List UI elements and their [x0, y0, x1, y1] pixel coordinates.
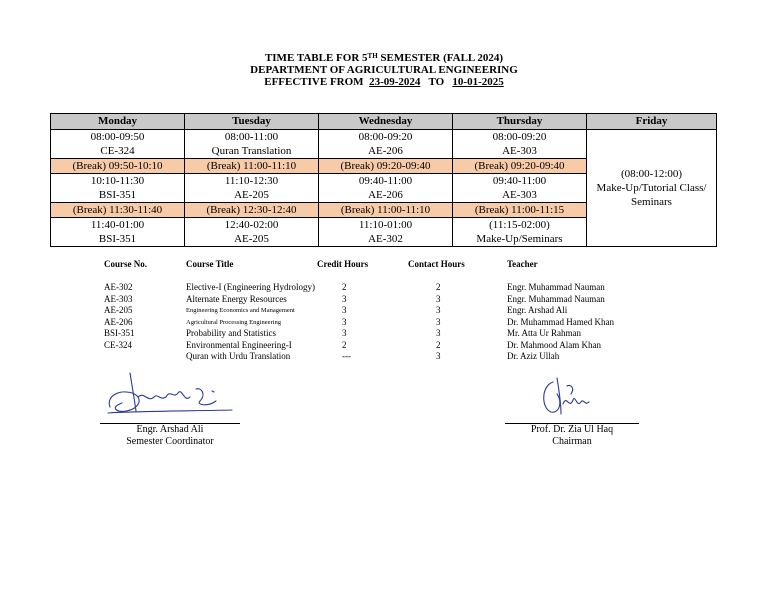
slot-time: 11:10-01:00 [319, 218, 453, 233]
course-title: Probability and Statistics [186, 328, 276, 338]
effective-dates: EFFECTIVE FROM 23-09-2024 TO 10-01-2025 [264, 76, 504, 88]
course-teacher: Dr. Muhammad Hamed Khan [507, 316, 614, 327]
course-no: AE-206 [104, 316, 133, 327]
course-no: AE-303 [104, 293, 133, 304]
slot-course: AE-302 [319, 232, 453, 247]
effective-from-date: 23-09-2024 [369, 76, 421, 88]
slot-time: 10:10-11:30 [51, 174, 185, 189]
contact-hours: 3 [436, 293, 441, 304]
contact-hours: 3 [436, 351, 441, 361]
course-teacher: Dr. Aziz Ullah [507, 351, 560, 361]
slot-time: 08:00-09:20 [453, 130, 587, 145]
slot-course: BSI-351 [51, 232, 185, 247]
course-title: Alternate Energy Resources [186, 293, 287, 304]
signatory-role: Chairman [552, 436, 592, 447]
break-cell: (Break) 11:00-11:10 [319, 203, 453, 218]
contact-hours-header: Contact Hours [408, 259, 465, 269]
course-title: Agricultural Processing Engineering [186, 318, 281, 326]
document-title: TIME TABLE FOR 5TH SEMESTER (FALL 2024) [264, 52, 504, 64]
timetable-header-row [51, 114, 717, 130]
break-cell: (Break) 09:20-09:40 [453, 159, 587, 174]
course-no-header: Course No. [104, 259, 147, 269]
slot-time: 09:40-11:00 [319, 174, 453, 189]
signature-left [100, 367, 240, 448]
document-header [0, 52, 768, 88]
course-teacher: Engr. Arshad Ali [507, 305, 568, 315]
signature-zia-ul-haq-image [505, 372, 639, 419]
break-cell: (Break) 09:50-10:10 [51, 159, 185, 174]
slot-course: AE-205 [185, 188, 319, 203]
teacher-header: Teacher [507, 259, 538, 269]
break-cell: (Break) 11:00-11:10 [185, 159, 319, 174]
credit-hours: 3 [342, 328, 347, 338]
day-header: Wednesday [319, 114, 453, 130]
course-title: Environmental Engineering-I [186, 339, 292, 350]
credit-hours-header: Credit Hours [317, 259, 369, 269]
credit-hours: --- [342, 351, 351, 361]
slot-course: AE-303 [453, 144, 587, 159]
day-header: Tuesday [185, 114, 319, 130]
slot-time: 11:10-12:30 [185, 174, 319, 189]
course-title: Quran with Urdu Translation [186, 351, 291, 361]
slot-course: Quran Translation [185, 144, 319, 159]
break-cell: (Break) 12:30-12:40 [185, 203, 319, 218]
course-teacher: Mr. Atta Ur Rahman [507, 328, 581, 338]
slot-time: 08:00-11:00 [185, 130, 319, 145]
signatory-name: Engr. Arshad Ali [136, 424, 204, 435]
course-no: AE-302 [104, 282, 133, 292]
contact-hours: 3 [436, 316, 441, 327]
slot-course: AE-206 [319, 144, 453, 159]
credit-hours: 3 [342, 293, 347, 304]
slot-time: 08:00-09:20 [319, 130, 453, 145]
timetable-row [51, 130, 717, 145]
credit-hours: 3 [342, 316, 347, 327]
effective-to-date: 10-01-2025 [452, 76, 504, 88]
slot-course: AE-206 [319, 188, 453, 203]
course-title: Elective-I (Engineering Hydrology) [186, 282, 315, 292]
break-cell: (Break) 09:20-09:40 [319, 159, 453, 174]
signatory-role: Semester Coordinator [126, 436, 214, 447]
break-cell: (Break) 11:00-11:15 [453, 203, 587, 218]
course-title-header: Course Title [186, 259, 234, 269]
slot-course: AE-205 [185, 232, 319, 247]
signature-arshad-ali-image [100, 367, 240, 419]
slot-time: 09:40-11:00 [453, 174, 587, 189]
timetable [50, 113, 717, 247]
contact-hours: 2 [436, 339, 441, 350]
credit-hours: 2 [342, 339, 347, 350]
contact-hours: 3 [436, 328, 441, 338]
department-name: DEPARTMENT OF AGRICULTURAL ENGINEERING [250, 64, 518, 76]
course-no: AE-205 [104, 305, 133, 315]
course-teacher: Dr. Mahmood Alam Khan [507, 339, 601, 350]
day-header: Friday [587, 114, 717, 130]
slot-time: (11:15-02:00) [453, 218, 587, 233]
course-no: CE-324 [104, 339, 132, 350]
slot-course: Make-Up/Seminars [453, 232, 587, 247]
credit-hours: 2 [342, 282, 347, 292]
signatory-name: Prof. Dr. Zia Ul Haq [530, 424, 614, 435]
slot-time: 08:00-09:50 [51, 130, 185, 145]
slot-course: CE-324 [51, 144, 185, 159]
course-no: BSI-351 [104, 328, 135, 338]
friday-cell: (08:00-12:00) Make-Up/Tutorial Class/ Seminars [587, 130, 717, 247]
day-header: Thursday [453, 114, 587, 130]
slot-course: BSI-351 [51, 188, 185, 203]
course-title: Engineering Economics and Management [186, 307, 295, 314]
signature-right [505, 372, 639, 448]
contact-hours: 3 [436, 305, 441, 315]
day-header: Monday [51, 114, 185, 130]
slot-course: AE-303 [453, 188, 587, 203]
course-teacher: Engr. Muhammad Nauman [507, 293, 605, 304]
break-cell: (Break) 11:30-11:40 [51, 203, 185, 218]
contact-hours: 2 [436, 282, 441, 292]
slot-time: 11:40-01:00 [51, 218, 185, 233]
credit-hours: 3 [342, 305, 347, 315]
slot-time: 12:40-02:00 [185, 218, 319, 233]
course-teacher: Engr. Muhammad Nauman [507, 282, 605, 292]
